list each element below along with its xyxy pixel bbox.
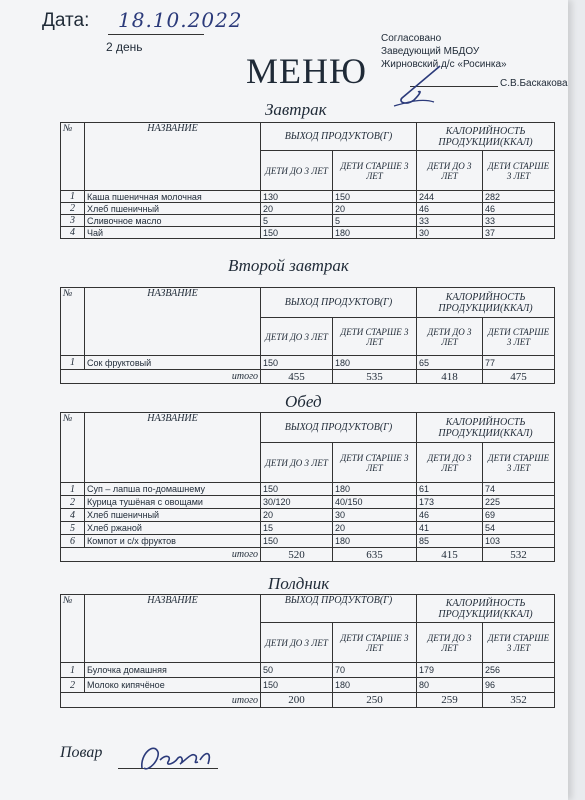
header-name: НАЗВАНИЕ [85,413,261,483]
header-output: ВЫХОД ПРОДУКТОВ(Г) [261,288,417,318]
cell-output-over3: 20 [333,203,417,215]
total-calories-over3: 352 [483,693,555,708]
cell-calories-under3: 46 [417,203,483,215]
cell-num: 1 [61,483,85,496]
header-output-over3: ДЕТИ СТАРШЕ 3 ЛЕТ [333,151,417,191]
cell-name: Сок фруктовый [85,356,261,370]
cell-num: 1 [61,191,85,203]
cell-name: Суп – лапша по-домашнему [85,483,261,496]
cell-calories-under3: 33 [417,215,483,227]
table-row [61,509,555,522]
cell-output-under3: 20 [261,509,333,522]
cell-output-over3: 180 [333,535,417,548]
cell-name: Молоко кипячёное [85,678,261,693]
header-output-under3: ДЕТИ ДО 3 ЛЕТ [261,318,333,356]
cell-output-under3: 5 [261,215,333,227]
cell-num: 3 [61,215,85,227]
cell-output-over3: 30 [333,509,417,522]
cell-num: 2 [61,496,85,509]
approval-signature [388,62,448,112]
cell-calories-over3: 225 [483,496,555,509]
header-calories: КАЛОРИЙНОСТЬ ПРОДУКЦИИ(ККАЛ) [417,288,555,318]
cell-output-over3: 180 [333,483,417,496]
table-row [61,227,555,239]
table-row [61,191,555,203]
total-calories-under3: 415 [417,548,483,562]
header-output: ВЫХОД ПРОДУКТОВ(Г) [261,123,417,151]
cell-output-under3: 130 [261,191,333,203]
table-row [61,215,555,227]
page-title: МЕНЮ [246,51,367,91]
cell-calories-over3: 74 [483,483,555,496]
cook-signature [136,738,226,778]
cell-calories-under3: 41 [417,522,483,535]
breakfast-table [60,122,555,239]
total-label: итого [61,370,261,384]
table-row [61,203,555,215]
total-calories-under3: 259 [417,693,483,708]
cell-name: Хлеб пшеничный [85,203,261,215]
cell-num: 2 [61,203,85,215]
approval-line-3: Жирновский д/с «Росинка» [381,59,507,70]
cell-output-over3: 5 [333,215,417,227]
approval-line-2: Заведующий МБДОУ [381,46,480,57]
cell-output-over3: 70 [333,663,417,678]
header-num: № [61,595,85,663]
cell-output-over3: 20 [333,522,417,535]
cell-output-under3: 150 [261,535,333,548]
header-output-over3: ДЕТИ СТАРШЕ 3 ЛЕТ [333,318,417,356]
cell-num: 4 [61,509,85,522]
approval-line-1: Согласовано [381,33,442,44]
cell-name: Сливочное масло [85,215,261,227]
cell-output-under3: 150 [261,483,333,496]
total-row [61,370,555,384]
cell-calories-over3: 256 [483,663,555,678]
table-row [61,522,555,535]
cell-name: Курица тушёная с овощами [85,496,261,509]
approval-signer: С.В.Баскакова [500,78,568,89]
header-calories: КАЛОРИЙНОСТЬ ПРОДУКЦИИ(ККАЛ) [417,595,555,623]
date-underline [108,34,204,35]
header-num: № [61,288,85,356]
cell-calories-under3: 61 [417,483,483,496]
header-output-over3: ДЕТИ СТАРШЕ 3 ЛЕТ [333,623,417,663]
cell-name: Хлеб пшеничный [85,509,261,522]
cell-num: 1 [61,356,85,370]
cell-output-over3: 180 [333,227,417,239]
cell-output-under3: 20 [261,203,333,215]
total-output-under3: 455 [261,370,333,384]
cell-output-under3: 150 [261,356,333,370]
header-num: № [61,413,85,483]
date-label: Дата: [42,10,90,31]
cell-num: 2 [61,678,85,693]
total-calories-under3: 418 [417,370,483,384]
total-row [61,693,555,708]
header-calories-under3: ДЕТИ ДО 3 ЛЕТ [417,318,483,356]
section-title-breakfast: Завтрак [265,100,327,119]
cell-calories-over3: 37 [483,227,555,239]
cell-num: 4 [61,227,85,239]
total-output-over3: 250 [333,693,417,708]
cell-calories-under3: 80 [417,678,483,693]
table-row [61,678,555,693]
cell-calories-under3: 85 [417,535,483,548]
section-title-second-breakfast: Второй завтрак [228,256,349,275]
header-calories-over3: ДЕТИ СТАРШЕ 3 ЛЕТ [483,151,555,191]
total-output-under3: 200 [261,693,333,708]
header-num: № [61,123,85,191]
date-value: 18.10.2022 [118,8,243,32]
table-row [61,663,555,678]
header-calories-over3: ДЕТИ СТАРШЕ 3 ЛЕТ [483,443,555,483]
table-row [61,535,555,548]
cell-num: 6 [61,535,85,548]
header-output-over3: ДЕТИ СТАРШЕ 3 ЛЕТ [333,443,417,483]
total-label: итого [61,693,261,708]
lunch-table [60,412,555,562]
header-name: НАЗВАНИЕ [85,595,261,663]
header-calories: КАЛОРИЙНОСТЬ ПРОДУКЦИИ(ККАЛ) [417,413,555,443]
cell-output-over3: 150 [333,191,417,203]
header-output: ВЫХОД ПРОДУКТОВ(Г) [261,413,417,443]
cell-calories-over3: 96 [483,678,555,693]
cell-output-under3: 15 [261,522,333,535]
cell-calories-over3: 282 [483,191,555,203]
cell-name: Компот и с/х фруктов [85,535,261,548]
cell-name: Каша пшеничная молочная [85,191,261,203]
total-output-over3: 635 [333,548,417,562]
header-output-under3: ДЕТИ ДО 3 ЛЕТ [261,151,333,191]
header-name: НАЗВАНИЕ [85,123,261,191]
total-label: итого [61,548,261,562]
cell-output-under3: 150 [261,227,333,239]
section-title-lunch: Обед [285,392,322,411]
cell-calories-under3: 65 [417,356,483,370]
header-calories: КАЛОРИЙНОСТЬ ПРОДУКЦИИ(ККАЛ) [417,123,555,151]
header-output-under3: ДЕТИ ДО 3 ЛЕТ [261,623,333,663]
header-calories-over3: ДЕТИ СТАРШЕ 3 ЛЕТ [483,318,555,356]
cell-calories-over3: 69 [483,509,555,522]
header-output: ВЫХОД ПРОДУКТОВ(Г) [261,595,417,623]
day-label: 2 день [106,40,143,54]
cell-num: 5 [61,522,85,535]
cell-calories-under3: 244 [417,191,483,203]
table-row [61,356,555,370]
header-calories-under3: ДЕТИ ДО 3 ЛЕТ [417,623,483,663]
total-output-under3: 520 [261,548,333,562]
cell-calories-over3: 103 [483,535,555,548]
total-row [61,548,555,562]
cell-calories-over3: 54 [483,522,555,535]
cell-output-over3: 180 [333,356,417,370]
header-calories-under3: ДЕТИ ДО 3 ЛЕТ [417,443,483,483]
second-breakfast-table [60,287,555,384]
cell-calories-over3: 46 [483,203,555,215]
section-title-afternoon-snack: Полдник [268,574,330,593]
afternoon-snack-table [60,594,555,708]
cell-calories-under3: 173 [417,496,483,509]
cook-label: Повар [60,744,103,761]
header-calories-over3: ДЕТИ СТАРШЕ 3 ЛЕТ [483,623,555,663]
cell-output-under3: 30/120 [261,496,333,509]
total-calories-over3: 532 [483,548,555,562]
cell-calories-under3: 30 [417,227,483,239]
total-output-over3: 535 [333,370,417,384]
cell-num: 1 [61,663,85,678]
header-name: НАЗВАНИЕ [85,288,261,356]
cell-calories-under3: 46 [417,509,483,522]
table-row [61,483,555,496]
cell-output-under3: 50 [261,663,333,678]
header-output-under3: ДЕТИ ДО 3 ЛЕТ [261,443,333,483]
cell-output-under3: 150 [261,678,333,693]
cell-name: Булочка домашняя [85,663,261,678]
cell-calories-under3: 179 [417,663,483,678]
cell-calories-over3: 77 [483,356,555,370]
total-calories-over3: 475 [483,370,555,384]
table-row [61,496,555,509]
cell-output-over3: 40/150 [333,496,417,509]
cell-calories-over3: 33 [483,215,555,227]
cell-output-over3: 180 [333,678,417,693]
cell-name: Чай [85,227,261,239]
cell-name: Хлеб ржаной [85,522,261,535]
header-calories-under3: ДЕТИ ДО 3 ЛЕТ [417,151,483,191]
